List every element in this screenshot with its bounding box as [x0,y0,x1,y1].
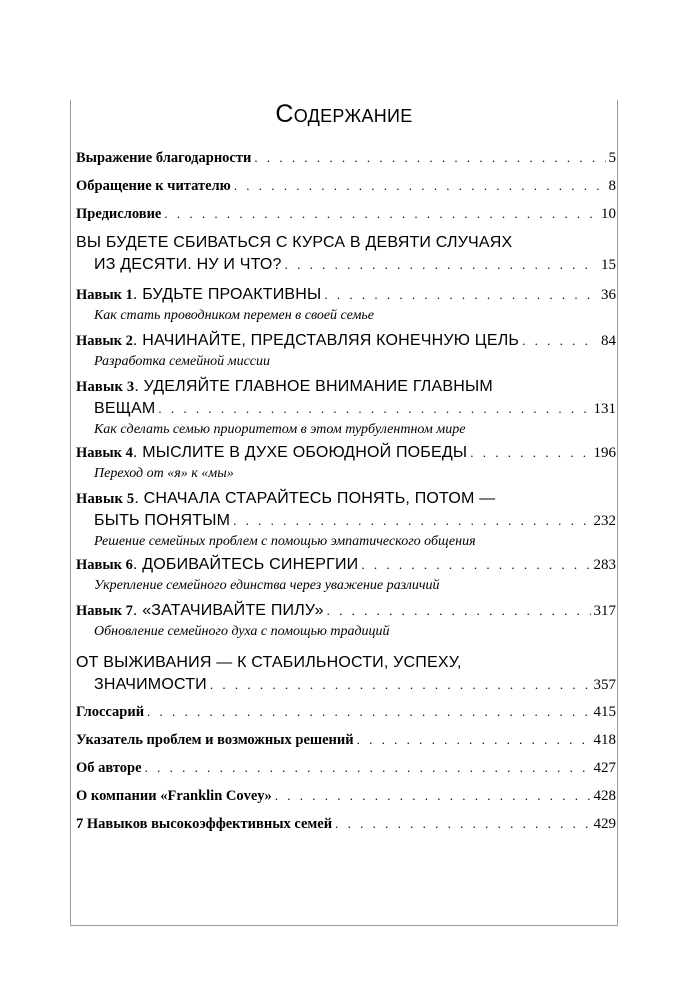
habit-title: . НАЧИНАЙТЕ, ПРЕДСТАВЛЯЯ КОНЕЧНУЮ ЦЕЛЬ [132,332,520,349]
habit-label: Навык 6 [76,557,133,573]
page-title: Содержание [275,100,413,128]
habit-title: . «ЗАТАЧИВАЙТЕ ПИЛУ» [132,602,324,619]
toc-entry-label: Обращение к читателю [76,178,231,194]
toc-page-number: 418 [593,732,616,748]
toc-page-number: 317 [593,603,616,619]
habit-label: Навык 5 [76,491,135,507]
habit-subtitle: Решение семейных проблем с помощью эмпатического общения [94,534,476,549]
habit-label: Навык 7 [76,603,133,619]
toc-page-number: 357 [593,677,616,693]
habit-subtitle: Укрепление семейного единства через уважение различий [94,578,440,593]
habit-subtitle: Как стать проводником перемен в своей семье [94,308,374,323]
toc-entry[interactable] [76,150,616,172]
dot-leader [327,603,591,619]
toc-page-number: 15 [601,257,616,273]
toc-page-number: 283 [593,557,616,573]
toc-page-number: 36 [601,287,616,303]
dot-leader [522,333,598,349]
toc-page-number: 196 [593,445,616,461]
toc-entry-habit-1[interactable] [76,286,616,328]
toc-entry-title-continued: ИЗ ДЕСЯТИ. НУ И ЧТО? [94,256,282,273]
toc-entry-title: ВЫ БУДЕТЕ СБИВАТЬСЯ С КУРСА В ДЕВЯТИ СЛУЧАЯХ [76,234,513,251]
toc-entry-title-continued: ЗНАЧИМОСТИ [94,676,207,693]
habit-subtitle: Разработка семейной миссии [94,354,270,369]
habit-title-continued: ВЕЩАМ [94,400,156,417]
dot-leader [147,704,590,720]
toc-entry-habit-7[interactable] [76,602,616,644]
dot-leader [158,401,590,417]
toc-page-number: 429 [593,816,616,832]
dot-leader [233,513,590,529]
toc-entry[interactable] [76,234,616,278]
habit-label: Навык 4 [76,445,133,461]
toc-entry-label: Указатель проблем и возможных решений [76,732,354,748]
habit-label: Навык 2 [76,333,133,349]
toc-page-number: 415 [593,704,616,720]
toc-entry-label: Глоссарий [76,704,145,720]
habit-title: . ДОБИВАЙТЕСЬ СИНЕРГИИ [132,556,359,573]
toc-entry-label: Об авторе [76,760,142,776]
dot-leader [145,760,591,776]
toc-page-number: 232 [593,513,616,529]
toc-page-number: 84 [601,333,616,349]
toc-entry-habit-6[interactable] [76,556,616,598]
toc-entry[interactable] [76,816,616,838]
habit-subtitle: Обновление семейного духа с помощью традиций [94,624,390,639]
dot-leader [361,557,590,573]
habit-label: Навык 1 [76,287,133,303]
toc-entry-label: Выражение благодарности [76,150,252,166]
habit-subtitle: Как сделать семью приоритетом в этом турбулентном мире [94,422,466,437]
dot-leader [324,287,598,303]
habit-title-continued: БЫТЬ ПОНЯТЫМ [94,512,231,529]
toc-entry[interactable] [76,704,616,726]
habit-label: Навык 3 [76,379,135,395]
toc-page-number: 428 [593,788,616,804]
toc-entry-title: ОТ ВЫЖИВАНИЯ — К СТАБИЛЬНОСТИ, УСПЕХУ, [76,654,462,671]
habit-title: . СНАЧАЛА СТАРАЙТЕСЬ ПОНЯТЬ, ПОТОМ — [134,490,496,507]
habit-title: . УДЕЛЯЙТЕ ГЛАВНОЕ ВНИМАНИЕ ГЛАВНЫМ [134,378,493,395]
dot-leader [335,816,590,832]
toc-entry-habit-3[interactable] [76,378,616,442]
toc-page-number: 8 [608,178,616,194]
toc-entry-habit-2[interactable] [76,332,616,374]
dot-leader [254,150,605,166]
toc-entry[interactable] [76,788,616,810]
dot-leader [210,677,591,693]
toc-entry[interactable] [76,178,616,200]
toc-entry[interactable] [76,760,616,782]
habit-subtitle: Переход от «я» к «мы» [94,466,234,481]
toc-entry[interactable] [76,206,616,228]
toc-page-number: 131 [593,401,616,417]
habit-title: . БУДЬТЕ ПРОАКТИВНЫ [132,286,322,303]
toc-entry-label: 7 Навыков высокоэффективных семей [76,816,333,832]
toc-entry-label: О компании «Franklin Covey» [76,788,272,804]
toc-page-number: 427 [593,760,616,776]
toc-entry-habit-5[interactable] [76,490,616,554]
toc-entry-label: Предисловие [76,206,162,222]
dot-leader [470,445,590,461]
habit-title: . МЫСЛИТЕ В ДУХЕ ОБОЮДНОЙ ПОБЕДЫ [132,444,468,461]
toc-entry[interactable] [76,654,616,698]
dot-leader [275,788,591,804]
toc-page-number: 10 [601,206,616,222]
toc-page-number: 5 [608,150,616,166]
dot-leader [164,206,598,222]
dot-leader [357,732,591,748]
dot-leader [234,178,606,194]
toc-entry-habit-4[interactable] [76,444,616,486]
dot-leader [285,257,598,273]
toc-entry[interactable] [76,732,616,754]
